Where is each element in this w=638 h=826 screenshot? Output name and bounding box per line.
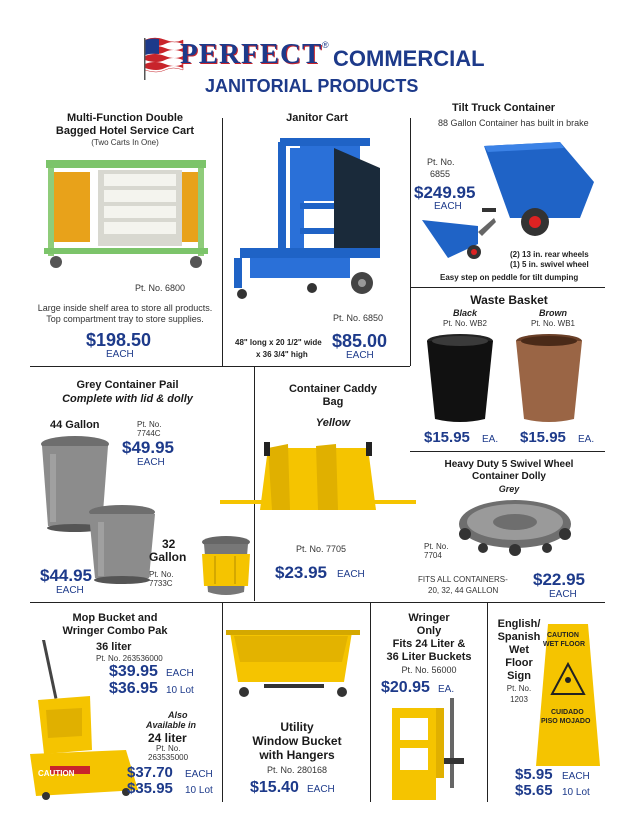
wet-floor-price: $5.95 xyxy=(515,766,553,783)
mop-bucket-title-1: Mop Bucket and xyxy=(72,612,158,624)
wet-floor-title-3: Wet xyxy=(509,644,529,656)
waste-basket-brown-part: Pt. No. WB1 xyxy=(530,319,575,328)
caddy-bag-title-2: Bag xyxy=(322,396,344,408)
waste-basket-black-label: Black xyxy=(452,308,478,318)
janitor-cart-part: Pt. No. 6850 xyxy=(333,313,384,323)
divider xyxy=(487,602,488,802)
waste-basket-black-part: Pt. No. WB2 xyxy=(442,319,487,328)
caddy-bag-title-1: Container Caddy xyxy=(288,383,377,395)
wet-floor-sign-line-3: CUIDADO xyxy=(551,709,584,716)
tilt-truck-unit: EACH xyxy=(434,201,462,212)
wet-floor-part-1: Pt. No. xyxy=(506,684,532,693)
utility-bucket-price: $15.40 xyxy=(250,779,299,796)
hotel-cart-desc-2: Top compartment tray to store supplies. xyxy=(46,314,204,324)
tilt-truck-wheels-2: (1) 5 in. swivel wheel xyxy=(510,260,589,269)
black-waste-basket-image xyxy=(423,333,497,425)
janitor-cart-dims-1: 48" long x 20 1/2" wide xyxy=(235,338,322,347)
black-basket-price: $15.95 xyxy=(424,429,470,446)
dolly-image xyxy=(455,494,575,564)
grey-pail-44-unit: EACH xyxy=(137,457,165,468)
dolly-price: $22.95 xyxy=(533,570,585,589)
mop-bucket-title-2: Wringer Combo Pak xyxy=(62,625,168,637)
black-basket-unit: EA. xyxy=(482,434,499,445)
utility-bucket-title-1: Utility xyxy=(280,720,314,734)
utility-bucket-image xyxy=(224,622,364,706)
dolly-title-1: Heavy Duty 5 Swivel Wheel xyxy=(444,459,574,470)
hotel-cart-desc-1: Large inside shelf area to store all products. xyxy=(37,303,213,313)
mop-bucket-24-size: 24 liter xyxy=(148,731,187,745)
hotel-cart-note: (Two Carts In One) xyxy=(91,138,159,147)
mop-bucket-also-2: Available in xyxy=(146,720,197,730)
mop-bucket-36-lot: 10 Lot xyxy=(166,685,194,696)
mop-bucket-36-unit: EACH xyxy=(166,668,194,679)
grey-pail-32-part-2: 7733C xyxy=(149,579,173,588)
divider xyxy=(410,287,605,288)
divider xyxy=(222,602,223,802)
grey-pail-32-unit: EACH xyxy=(56,585,84,596)
tilt-truck-part-2: 6855 xyxy=(430,169,451,179)
grey-pail-44-price: $49.95 xyxy=(122,438,174,457)
wet-floor-title-5: Sign xyxy=(507,670,531,682)
tilt-truck-wheels-1: (2) 13 in. rear wheels xyxy=(510,250,589,259)
hotel-cart-part: Pt. No. 6800 xyxy=(134,283,186,293)
wet-floor-title-1: English/ xyxy=(497,618,541,630)
grey-pail-32-size-1: 32 xyxy=(162,537,176,551)
caddy-bag-color: Yellow xyxy=(315,417,351,429)
mop-bucket-36-lot-price: $36.95 xyxy=(109,680,158,697)
janitor-cart-title: Janitor Cart xyxy=(286,112,348,124)
grey-pail-32-price: $44.95 xyxy=(40,566,92,585)
utility-bucket-part: Pt. No. 280168 xyxy=(266,765,328,775)
mop-bucket-36-price: $39.95 xyxy=(109,663,158,680)
mop-bucket-36-part: Pt. No. 263536000 xyxy=(96,654,163,663)
mop-bucket-24-unit: EACH xyxy=(185,769,213,780)
wet-floor-sign-line-4: PISO MOJADO xyxy=(541,718,591,725)
american-flag-icon xyxy=(143,34,185,80)
divider xyxy=(410,451,605,452)
header-commercial: COMMERCIAL xyxy=(333,46,485,71)
mop-bucket-24-part-2: 263535000 xyxy=(148,753,189,762)
wet-floor-title-2: Spanish xyxy=(497,631,541,643)
tilt-truck-dump-image xyxy=(418,214,498,266)
brown-basket-price: $15.95 xyxy=(520,429,566,446)
utility-bucket-unit: EACH xyxy=(307,784,335,795)
wet-floor-sign-line-2: WET FLOOR xyxy=(543,641,585,648)
janitor-cart-unit: EACH xyxy=(346,350,374,361)
caddy-bag-on-container-image xyxy=(198,534,254,600)
divider xyxy=(222,118,223,366)
wringer-part: Pt. No. 56000 xyxy=(401,665,457,675)
hotel-cart-image xyxy=(36,150,216,275)
wringer-title-2: Only xyxy=(416,625,442,637)
caddy-bag-part: Pt. No. 7705 xyxy=(296,544,347,554)
grey-pail-44-size: 44 Gallon xyxy=(50,419,100,431)
wringer-image xyxy=(388,698,482,802)
grey-pail-32-part-1: Pt. No. xyxy=(149,570,174,579)
mop-bucket-also-1: Also xyxy=(168,710,188,720)
janitor-cart-price: $85.00 xyxy=(332,331,388,351)
dolly-part-2: 7704 xyxy=(424,551,442,560)
tilt-truck-pedal: Easy step on peddle for tilt dumping xyxy=(440,273,579,282)
grey-pail-32-image xyxy=(86,504,158,588)
wringer-price: $20.95 xyxy=(381,679,430,696)
hotel-cart-unit: EACH xyxy=(106,349,134,360)
utility-bucket-title-2: Window Bucket xyxy=(252,734,342,748)
mop-bucket-36-size: 36 liter xyxy=(96,641,132,653)
wet-floor-part-2: 1203 xyxy=(510,695,528,704)
divider xyxy=(370,602,371,802)
divider xyxy=(30,602,605,603)
dolly-title-2: Container Dolly xyxy=(472,471,546,482)
wringer-title-4: 36 Liter Buckets xyxy=(386,651,472,663)
grey-pail-title-2: Complete with lid & dolly xyxy=(62,393,193,405)
mop-bucket-24-lot-price: $35.95 xyxy=(127,780,173,797)
utility-bucket-title-3: with Hangers xyxy=(259,748,335,762)
caddy-bag-price: $23.95 xyxy=(275,563,327,582)
wet-floor-lot: 10 Lot xyxy=(562,787,590,798)
mop-bucket-24-lot: 10 Lot xyxy=(185,785,213,796)
mop-bucket-24-part-1: Pt. No. xyxy=(156,744,181,753)
tilt-truck-part-1: Pt. No. xyxy=(427,157,455,167)
wringer-title-3: Fits 24 Liter & xyxy=(392,638,466,650)
tilt-truck-price: $249.95 xyxy=(414,183,476,202)
tilt-truck-title: Tilt Truck Container xyxy=(452,102,556,114)
janitor-cart-image xyxy=(230,128,400,308)
caddy-bag-image xyxy=(220,440,416,524)
hotel-cart-title-1: Multi-Function Double xyxy=(66,112,184,124)
wet-floor-lot-price: $5.65 xyxy=(515,782,553,799)
dolly-unit: EACH xyxy=(549,589,577,600)
waste-basket-brown-label: Brown xyxy=(539,308,567,318)
hotel-cart-price: $198.50 xyxy=(86,330,152,350)
wet-floor-unit: EACH xyxy=(562,771,590,782)
tilt-truck-sub: 88 Gallon Container has built in brake xyxy=(438,118,589,128)
janitor-cart-dims-2: x 36 3/4" high xyxy=(256,350,308,359)
waste-basket-title: Waste Basket xyxy=(470,293,548,307)
grey-pail-32-size-2: Gallon xyxy=(149,550,187,564)
dolly-fits-1: FITS ALL CONTAINERS- xyxy=(418,575,508,584)
hotel-cart-title-2: Bagged Hotel Service Cart xyxy=(55,125,195,137)
mop-bucket-24-price: $37.70 xyxy=(127,764,173,781)
mop-bucket-caution-label: CAUTION xyxy=(38,769,75,778)
brown-basket-unit: EA. xyxy=(578,434,595,445)
grey-pail-44-part-2: 7744C xyxy=(137,429,161,438)
dolly-fits-2: 20, 32, 44 GALLON xyxy=(428,586,499,595)
divider xyxy=(30,366,410,367)
grey-pail-title-1: Grey Container Pail xyxy=(76,379,179,391)
divider xyxy=(410,118,411,366)
wet-floor-sign-line-1: CAUTION xyxy=(547,632,579,639)
caddy-bag-unit: EACH xyxy=(337,569,365,580)
registered-mark: ® xyxy=(322,40,329,50)
dolly-part-1: Pt. No. xyxy=(424,542,449,551)
dolly-color: Grey xyxy=(498,484,520,494)
brown-waste-basket-image xyxy=(512,333,586,425)
wet-floor-title-4: Floor xyxy=(505,657,533,669)
wringer-title-1: Wringer xyxy=(408,612,450,624)
grey-pail-44-part-1: Pt. No. xyxy=(137,420,162,429)
wringer-unit: EA. xyxy=(438,684,455,695)
header-subtitle: JANITORIAL PRODUCTS xyxy=(205,76,419,96)
brand-logo: PERFECT xyxy=(180,38,323,70)
